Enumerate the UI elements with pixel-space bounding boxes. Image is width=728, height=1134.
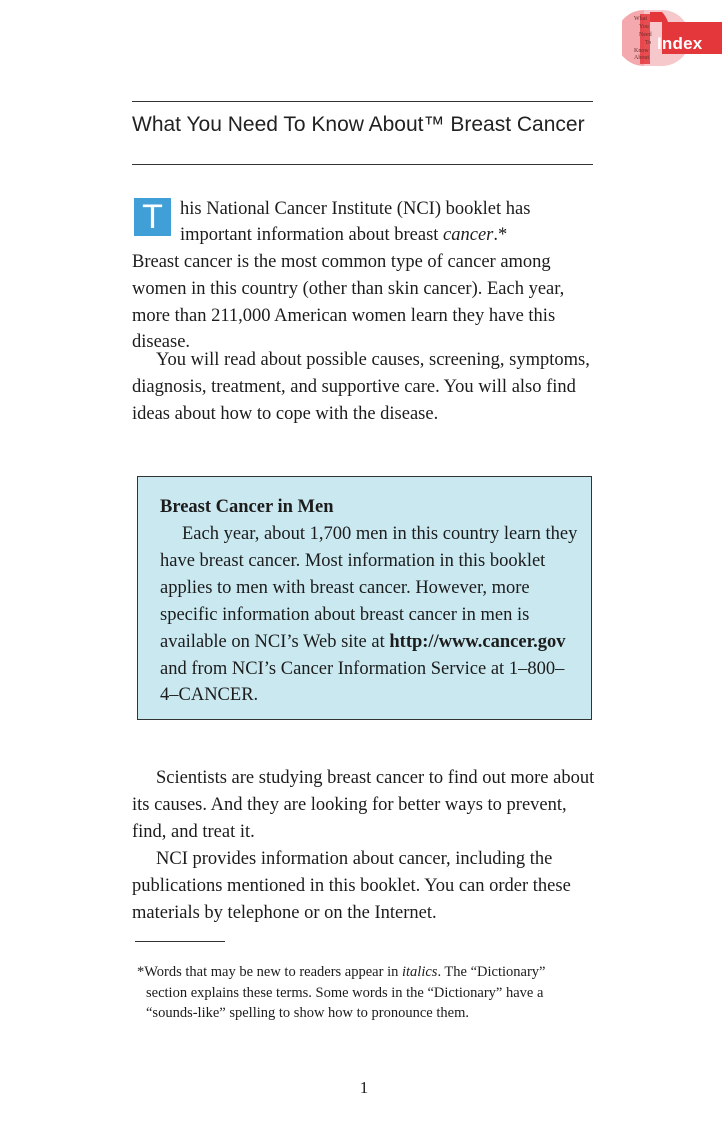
footnote-text-end: . The “Dictionary” section explains these terms. Some words in the “Dictionary” have a “sounds-like” spelling to show how to pronounce them.: [146, 964, 546, 1021]
index-link-label: Index: [657, 34, 703, 53]
italic-term-cancer: cancer: [443, 225, 494, 245]
intro-line-1: [180, 196, 600, 223]
footnote: [137, 962, 566, 1024]
footnote-rule: [135, 941, 225, 942]
intro-line-1-text: his National Cancer Institute (NCI) booklet has: [180, 199, 531, 219]
callout-body-text: Each year, about 1,700 men in this country learn they have breast cancer. Most information in this booklet applies to men with breast cancer. However, more specific information about breast cancer in men is available on NCI’s Web site at: [160, 524, 578, 652]
paragraph-3-text: Scientists are studying breast cancer to find out more about its causes. And they are looking for better ways to prevent, find, and treat it.: [132, 768, 595, 842]
men-callout-box: [137, 476, 592, 720]
paragraph-4-text: NCI provides information about cancer, including the publications mentioned in this booklet. You can order these materials by telephone or on the Internet.: [132, 849, 571, 923]
logo-word: You: [639, 24, 649, 30]
paragraph-3: [132, 765, 597, 845]
page-title: What You Need To Know About™ Breast Cancer: [132, 113, 585, 136]
cancer-gov-link[interactable]: http://www.cancer.gov: [389, 631, 566, 652]
intro-line-2: [180, 222, 600, 249]
logo-word: Need: [639, 32, 652, 38]
paragraph-4: [132, 846, 597, 926]
logo-word: Know: [634, 48, 649, 54]
footnote-italic: italics: [401, 964, 438, 980]
intro-line-2-text: important information about breast: [180, 225, 444, 245]
paragraph-2-text: You will read about possible causes, screening, symptoms, diagnosis, treatment, and supportive care. You will also find ideas about how to cope with the disease.: [132, 350, 590, 424]
title-bottom-rule: [132, 164, 593, 165]
callout-body: [160, 521, 580, 709]
logo-word: To: [645, 40, 652, 46]
title-top-rule: [132, 101, 593, 102]
footnote-text: *Words that may be new to readers appear in: [137, 964, 402, 980]
intro-paragraph-rest: Breast cancer is the most common type of cancer among women in this country (other than skin cancer). Each year, more than 211,000 American women learn they have this disease.: [132, 252, 565, 353]
paragraph-2: [132, 347, 602, 427]
logo-word: About: [634, 55, 649, 61]
drop-cap: T: [134, 198, 171, 236]
callout-title: Breast Cancer in Men: [160, 497, 334, 517]
callout-body-end: and from NCI’s Cancer Information Service at 1–800–4–CANCER.: [160, 658, 565, 706]
intro-line-2-end: .*: [493, 225, 508, 245]
logo-word: What: [634, 16, 647, 22]
index-logo[interactable]: [622, 8, 722, 72]
page-number: 1: [359, 1078, 369, 1097]
